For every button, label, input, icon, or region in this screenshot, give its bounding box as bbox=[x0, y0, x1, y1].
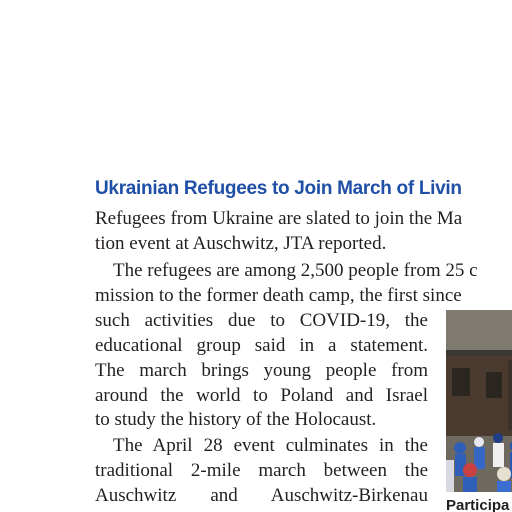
photo-caption: Participa bbox=[446, 497, 510, 512]
body-line-4: mission to the former death camp, the first since bbox=[95, 285, 462, 306]
body-line-9: to study the history of the Holocaust. bbox=[95, 409, 377, 430]
article-photo bbox=[446, 310, 512, 492]
body-line-2: tion event at Auschwitz, JTA reported. bbox=[95, 233, 387, 254]
body-line-3: The refugees are among 2,500 people from 25 c bbox=[113, 260, 478, 281]
body-line-5: such activities due to COVID-19, the bbox=[95, 310, 428, 331]
body-line-10: The April 28 event culminates in the bbox=[113, 435, 428, 456]
article-headline: Ukrainian Refugees to Join March of Livin bbox=[95, 178, 462, 199]
body-line-11: traditional 2-mile march between the bbox=[95, 460, 428, 481]
body-line-12: Auschwitz and Auschwitz-Birkenau bbox=[95, 485, 428, 506]
body-line-1: Refugees from Ukraine are slated to join the Ma bbox=[95, 208, 463, 229]
body-line-6: educational group said in a statement. bbox=[95, 335, 428, 356]
body-line-7: The march brings young people from bbox=[95, 360, 428, 381]
body-line-8: around the world to Poland and Israel bbox=[95, 385, 428, 406]
